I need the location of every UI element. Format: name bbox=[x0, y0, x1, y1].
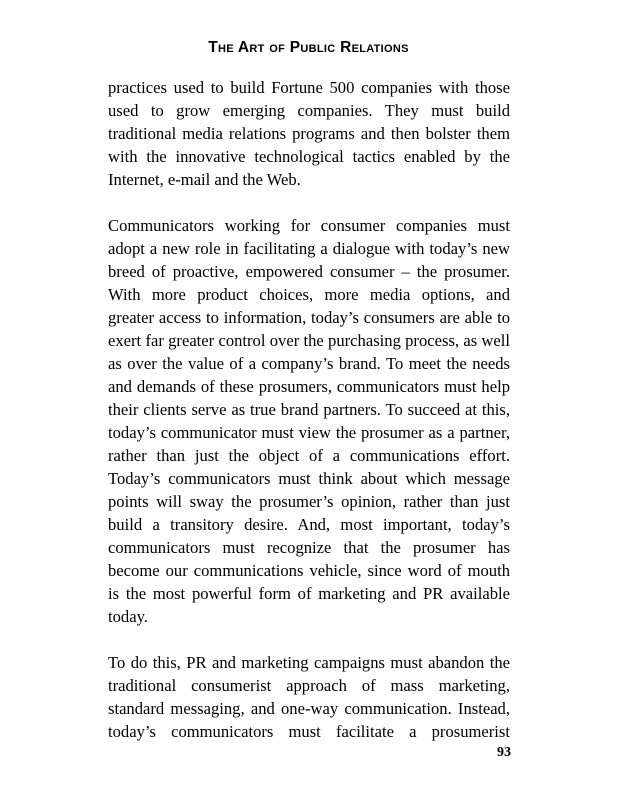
running-header: The Art of Public Relations bbox=[208, 39, 409, 56]
paragraph-2: Communicators working for consumer companies must adopt a new role in facilitating a dialogue with today’s new breed of proactive, empowered consumer – the prosumer. With more product choices, more media options, and greater access to information, today’s consumers are able to exert far greater control over the purchasing process, as well as over the value of a company’s brand. To meet the needs and demands of these prosumers, communicators must help their clients serve as true brand partners. To succeed at this, today’s communicator must view the prosumer as a partner, rather than just the object of a communications effort. Today’s communicators must think about which message points will sway the prosumer’s opinion, rather than just build a transitory desire. And, most important, today’s communicators must recognize that the prosumer has become our communications vehicle, since word of mouth is the most powerful form of marketing and PR available today. bbox=[108, 216, 510, 626]
paragraph-1: practices used to build Fortune 500 companies with those used to grow emerging companies. They must build traditional media relations programs and then bolster them with the innovative technological tactics enabled by the Internet, e-mail and the Web. bbox=[108, 78, 510, 189]
page-number: 93 bbox=[497, 745, 511, 760]
body-text bbox=[108, 76, 510, 766]
paragraph-3: To do this, PR and marketing campaigns must abandon the traditional consumerist approach of mass marketing, standard messaging, and one-way communication. Instead, today’s communicators must facilitate a prosumerist bbox=[108, 653, 510, 741]
